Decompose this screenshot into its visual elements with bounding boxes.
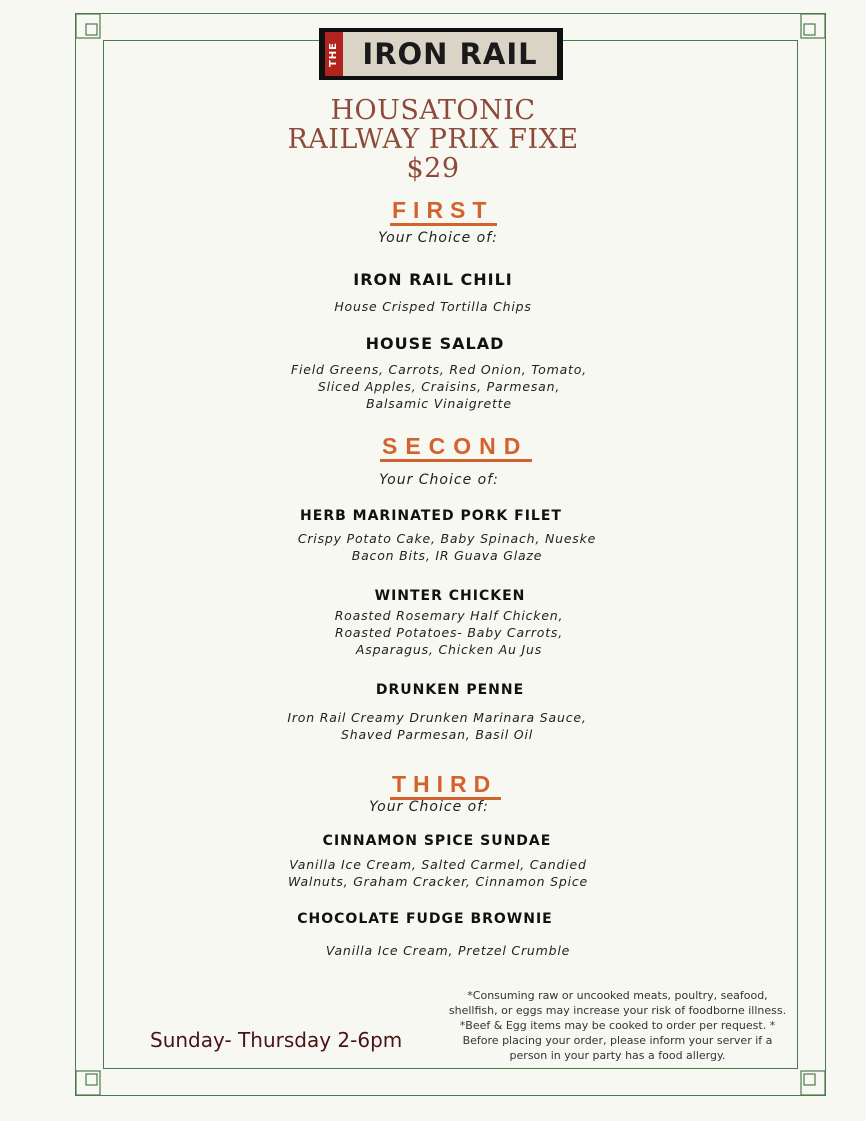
corner-ornament-icon <box>800 1070 826 1096</box>
food-safety-notice: *Consuming raw or uncooked meats, poultry, seafood, shellfish, or eggs may increase your risk of foodborne illness. *Beef & Egg items may be cooked to order per request. * Before placing your order, please inform your server if a person in your party has a food allergy. <box>448 989 787 1062</box>
menu-title-line2: RAILWAY PRIX FIXE <box>287 124 579 155</box>
menu-item-description: Field Greens, Carrots, Red Onion, Tomato, Sliced Apples, Craisins, Parmesan, Balsamic Vinaigrette <box>291 362 587 411</box>
choice-label-first: Your Choice of: <box>378 230 498 246</box>
menu-item-description: Iron Rail Creamy Drunken Marinara Sauce, Shaved Parmesan, Basil Oil <box>287 710 587 742</box>
menu-item-description: House Crisped Tortilla Chips <box>334 299 532 314</box>
menu-item-name: DRUNKEN PENNE <box>375 682 525 698</box>
menu-item-name: WINTER CHICKEN <box>374 588 526 604</box>
menu-item-name: CINNAMON SPICE SUNDAE <box>322 833 552 849</box>
menu-item-name: HERB MARINATED PORK FILET <box>300 508 562 524</box>
corner-ornament-icon <box>75 13 101 39</box>
section-heading-first: FIRST <box>390 197 490 226</box>
menu-item-name: HOUSE SALAD <box>365 334 505 353</box>
corner-ornament-icon <box>800 13 826 39</box>
iron-rail-logo <box>319 28 563 80</box>
logo-the-tag: THE <box>325 32 343 76</box>
menu-item-description: Crispy Potato Cake, Baby Spinach, Nueske Bacon Bits, IR Guava Glaze <box>297 531 597 563</box>
menu-price: $29 <box>406 153 460 184</box>
menu-item-description: Vanilla Ice Cream, Salted Carmel, Candied Walnuts, Graham Cracker, Cinnamon Spice <box>287 857 589 889</box>
menu-title-line1: HOUSATONIC <box>330 95 536 126</box>
menu-item-description: Vanilla Ice Cream, Pretzel Crumble <box>325 943 571 958</box>
choice-label-third: Your Choice of: <box>369 799 489 815</box>
menu-item-description: Roasted Rosemary Half Chicken, Roasted Potatoes- Baby Carrots, Asparagus, Chicken Au Jus <box>334 608 564 657</box>
logo-wordmark: IRON RAIL <box>362 36 538 71</box>
section-heading-third: THIRD <box>390 771 500 800</box>
choice-label-second: Your Choice of: <box>379 472 499 488</box>
menu-item-name: IRON RAIL CHILI <box>353 270 513 289</box>
corner-ornament-icon <box>75 1070 101 1096</box>
section-heading-second: SECOND <box>380 433 528 462</box>
menu-item-name: CHOCOLATE FUDGE BROWNIE <box>297 911 553 927</box>
service-hours: Sunday- Thursday 2-6pm <box>150 1028 403 1052</box>
